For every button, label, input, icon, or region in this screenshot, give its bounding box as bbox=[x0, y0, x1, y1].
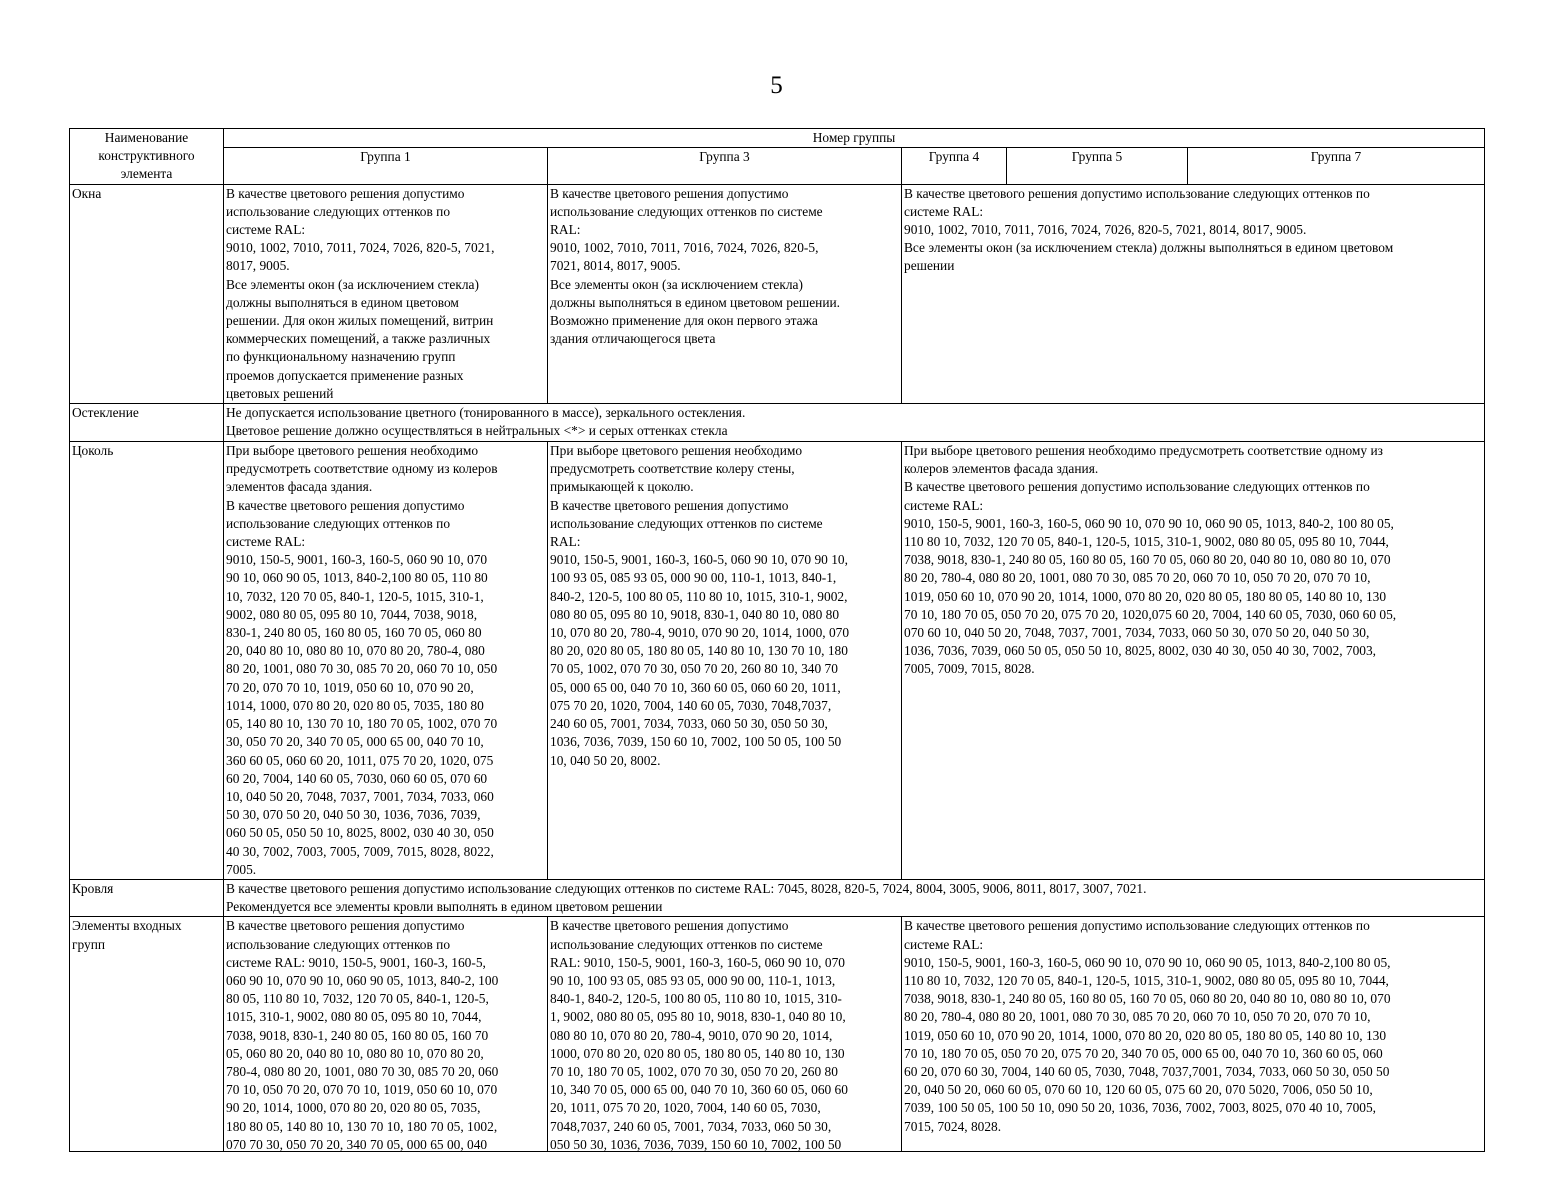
header-group-7: Группа 7 bbox=[1188, 148, 1485, 184]
row-krovlya bbox=[70, 879, 1485, 916]
row-name-vhodnye-gruppy: Элементы входных групп bbox=[70, 917, 224, 1152]
header-group-5: Группа 5 bbox=[1007, 148, 1188, 184]
row-osteklenie bbox=[70, 404, 1485, 442]
header-group-3: Группа 3 bbox=[548, 148, 902, 184]
row-name-tsokol: Цоколь bbox=[70, 442, 224, 880]
okna-group-1: В качестве цветового решения допустимо использование следующих оттенков по системе RAL: 9010, 1002, 7010, 7011, 7024, 7026, 820-5, 7021, 8017, 9005. Все элементы окон (за исключением стекла) должны выполняться в едином цветовом решении. Для окон жилых помещений, витрин коммерческих помещений, а также различных по функциональному назначению групп проемов допускается применение разных цветовых решений bbox=[224, 184, 548, 403]
header-row-groups bbox=[70, 148, 1485, 184]
row-vhodnye-gruppy bbox=[70, 917, 1485, 1152]
krovlya-all-groups: В качестве цветового решения допустимо использование следующих оттенков по системе RAL: 7045, 8028, 820-5, 7024, 8004, 3005, 9006, 8011, 8017, 3007, 7021. Рекомендуется все элементы кровли выполнять в едином цветовом решении bbox=[224, 879, 1485, 916]
row-okna bbox=[70, 184, 1485, 403]
row-name-osteklenie: Остекление bbox=[70, 404, 224, 442]
okna-group-4-7: В качестве цветового решения допустимо использование следующих оттенков по системе RAL: 9010, 1002, 7010, 7011, 7016, 7024, 7026, 820-5, 7021, 8014, 8017, 9005. Все элементы окон (за исключением стекла) должны выполняться в едином цветовом решении bbox=[902, 184, 1485, 403]
header-group-1: Группа 1 bbox=[224, 148, 548, 184]
header-group-4: Группа 4 bbox=[902, 148, 1007, 184]
tsokol-group-1: При выборе цветового решения необходимо предусмотреть соответствие одному из колеров элементов фасада здания. В качестве цветового решения допустимо использование следующих оттенков по системе RAL: 9010, 150-5, 9001, 160-3, 160-5, 060 90 10, 070 90 10, 060 90 05, 1013, 840-2,100 80 05, 110 80 10, 7032, 120 70 05, 840-1, 120-5, 1015, 310-1, 9002, 080 80 05, 095 80 10, 7044, 7038, 9018, 830-1, 240 80 05, 160 80 05, 160 70 05, 060 80 20, 040 80 10, 080 80 10, 070 80 20, 780-4, 080 80 20, 1001, 080 70 30, 085 70 20, 060 70 10, 050 70 20, 070 70 10, 1019, 050 60 10, 070 90 20, 1014, 1000, 070 80 20, 020 80 05, 7035, 180 80 05, 140 80 10, 130 70 10, 180 70 05, 1002, 070 70 30, 050 70 20, 340 70 05, 000 65 00, 040 70 10, 360 60 05, 060 60 20, 1011, 075 70 20, 1020, 075 60 20, 7004, 140 60 05, 7030, 060 60 05, 070 60 10, 040 50 20, 7048, 7037, 7001, 7034, 7033, 060 50 30, 070 50 20, 040 50 30, 1036, 7036, 7039, 060 50 05, 050 50 10, 8025, 8002, 030 40 30, 050 40 30, 7002, 7003, 7005, 7009, 7015, 8028, 8022, 7005. bbox=[224, 442, 548, 880]
header-group-number: Номер группы bbox=[224, 129, 1485, 148]
tsokol-group-4-7: При выборе цветового решения необходимо предусмотреть соответствие одному из колеров элементов фасада здания. В качестве цветового решения допустимо использование следующих оттенков по системе RAL: 9010, 150-5, 9001, 160-3, 160-5, 060 90 10, 070 90 10, 060 90 05, 1013, 840-2, 100 80 05, 110 80 10, 7032, 120 70 05, 840-1, 120-5, 1015, 310-1, 9002, 080 80 05, 095 80 10, 7044, 7038, 9018, 830-1, 240 80 05, 160 80 05, 160 70 05, 060 80 20, 040 80 10, 080 80 10, 070 80 20, 780-4, 080 80 20, 1001, 080 70 30, 085 70 20, 060 70 10, 050 70 20, 070 70 10, 1019, 050 60 10, 070 90 20, 1014, 1000, 070 80 20, 020 80 05, 180 80 05, 140 80 10, 130 70 10, 180 70 05, 050 70 20, 075 70 20, 1020,075 60 20, 7004, 140 60 05, 7030, 060 60 05, 070 60 10, 040 50 20, 7048, 7037, 7001, 7034, 7033, 060 50 30, 070 50 20, 040 50 30, 1036, 7036, 7039, 060 50 05, 050 50 10, 8025, 8002, 030 40 30, 050 40 30, 7002, 7003, 7005, 7009, 7015, 8028. bbox=[902, 442, 1485, 880]
okna-group-3: В качестве цветового решения допустимо использование следующих оттенков по системе RAL: 9010, 1002, 7010, 7011, 7016, 7024, 7026, 820-5, 7021, 8014, 8017, 9005. Все элементы окон (за исключением стекла) должны выполняться в едином цветовом решении. Возможно применение для окон первого этажа здания отличающегося цвета bbox=[548, 184, 902, 403]
page-number: 5 bbox=[770, 72, 783, 99]
vhodnye-group-3: В качестве цветового решения допустимо использование следующих оттенков по системе RAL: 9010, 150-5, 9001, 160-3, 160-5, 060 90 10, 070 90 10, 100 93 05, 085 93 05, 000 90 00, 110-1, 1013, 840-1, 840-2, 120-5, 100 80 05, 110 80 10, 1015, 310- 1, 9002, 080 80 05, 095 80 10, 9018, 830-1, 040 80 10, 080 80 10, 070 80 20, 780-4, 9010, 070 90 20, 1014, 1000, 070 80 20, 020 80 05, 180 80 05, 140 80 10, 130 70 10, 180 70 05, 1002, 070 70 30, 050 70 20, 260 80 10, 340 70 05, 000 65 00, 040 70 10, 360 60 05, 060 60 20, 1011, 075 70 20, 1020, 7004, 140 60 05, 7030, 7048,7037, 240 60 05, 7001, 7034, 7033, 060 50 30, 050 50 30, 1036, 7036, 7039, 150 60 10, 7002, 100 50 bbox=[548, 917, 902, 1152]
row-tsokol bbox=[70, 442, 1485, 880]
header-element-name: Наименование конструктивного элемента bbox=[70, 129, 224, 185]
osteklenie-all-groups: Не допускается использование цветного (тонированного в массе), зеркального остекления. Цветовое решение должно осуществляться в нейтральных <*> и серых оттенках стекла bbox=[224, 404, 1485, 442]
vhodnye-group-1: В качестве цветового решения допустимо использование следующих оттенков по системе RAL: 9010, 150-5, 9001, 160-3, 160-5, 060 90 10, 070 90 10, 060 90 05, 1013, 840-2, 100 80 05, 110 80 10, 7032, 120 70 05, 840-1, 120-5, 1015, 310-1, 9002, 080 80 05, 095 80 10, 7044, 7038, 9018, 830-1, 240 80 05, 160 80 05, 160 70 05, 060 80 20, 040 80 10, 080 80 10, 070 80 20, 780-4, 080 80 20, 1001, 080 70 30, 085 70 20, 060 70 10, 050 70 20, 070 70 10, 1019, 050 60 10, 070 90 20, 1014, 1000, 070 80 20, 020 80 05, 7035, 180 80 05, 140 80 10, 130 70 10, 180 70 05, 1002, 070 70 30, 050 70 20, 340 70 05, 000 65 00, 040 bbox=[224, 917, 548, 1152]
color-solutions-table bbox=[69, 128, 1485, 1152]
row-name-okna: Окна bbox=[70, 184, 224, 403]
tsokol-group-3: При выборе цветового решения необходимо предусмотреть соответствие колеру стены, примыкающей к цоколю. В качестве цветового решения допустимо использование следующих оттенков по системе RAL: 9010, 150-5, 9001, 160-3, 160-5, 060 90 10, 070 90 10, 100 93 05, 085 93 05, 000 90 00, 110-1, 1013, 840-1, 840-2, 120-5, 100 80 05, 110 80 10, 1015, 310-1, 9002, 080 80 05, 095 80 10, 9018, 830-1, 040 80 10, 080 80 10, 070 80 20, 780-4, 9010, 070 90 20, 1014, 1000, 070 80 20, 020 80 05, 180 80 05, 140 80 10, 130 70 10, 180 70 05, 1002, 070 70 30, 050 70 20, 260 80 10, 340 70 05, 000 65 00, 040 70 10, 360 60 05, 060 60 20, 1011, 075 70 20, 1020, 7004, 140 60 05, 7030, 7048,7037, 240 60 05, 7001, 7034, 7033, 060 50 30, 050 50 30, 1036, 7036, 7039, 150 60 10, 7002, 100 50 05, 100 50 10, 040 50 20, 8002. bbox=[548, 442, 902, 880]
row-name-krovlya: Кровля bbox=[70, 879, 224, 916]
header-row-top bbox=[70, 129, 1485, 148]
vhodnye-group-4-7: В качестве цветового решения допустимо использование следующих оттенков по системе RAL: 9010, 150-5, 9001, 160-3, 160-5, 060 90 10, 070 90 10, 060 90 05, 1013, 840-2,100 80 05, 110 80 10, 7032, 120 70 05, 840-1, 120-5, 1015, 310-1, 9002, 080 80 05, 095 80 10, 7044, 7038, 9018, 830-1, 240 80 05, 160 80 05, 160 70 05, 060 80 20, 040 80 10, 080 80 10, 070 80 20, 780-4, 080 80 20, 1001, 080 70 30, 085 70 20, 060 70 10, 050 70 20, 070 70 10, 1019, 050 60 10, 070 90 20, 1014, 1000, 070 80 20, 020 80 05, 180 80 05, 140 80 10, 130 70 10, 180 70 05, 050 70 20, 075 70 20, 340 70 05, 000 65 00, 040 70 10, 360 60 05, 060 60 20, 070 60 30, 7004, 140 60 05, 7030, 7048, 7037,7001, 7034, 7033, 060 50 30, 050 50 20, 040 50 20, 060 60 05, 070 60 10, 120 60 05, 075 60 20, 070 5020, 7006, 050 50 10, 7039, 100 50 05, 100 50 10, 090 50 20, 1036, 7036, 7002, 7003, 8025, 070 40 10, 7005, 7015, 7024, 8028. bbox=[902, 917, 1485, 1152]
